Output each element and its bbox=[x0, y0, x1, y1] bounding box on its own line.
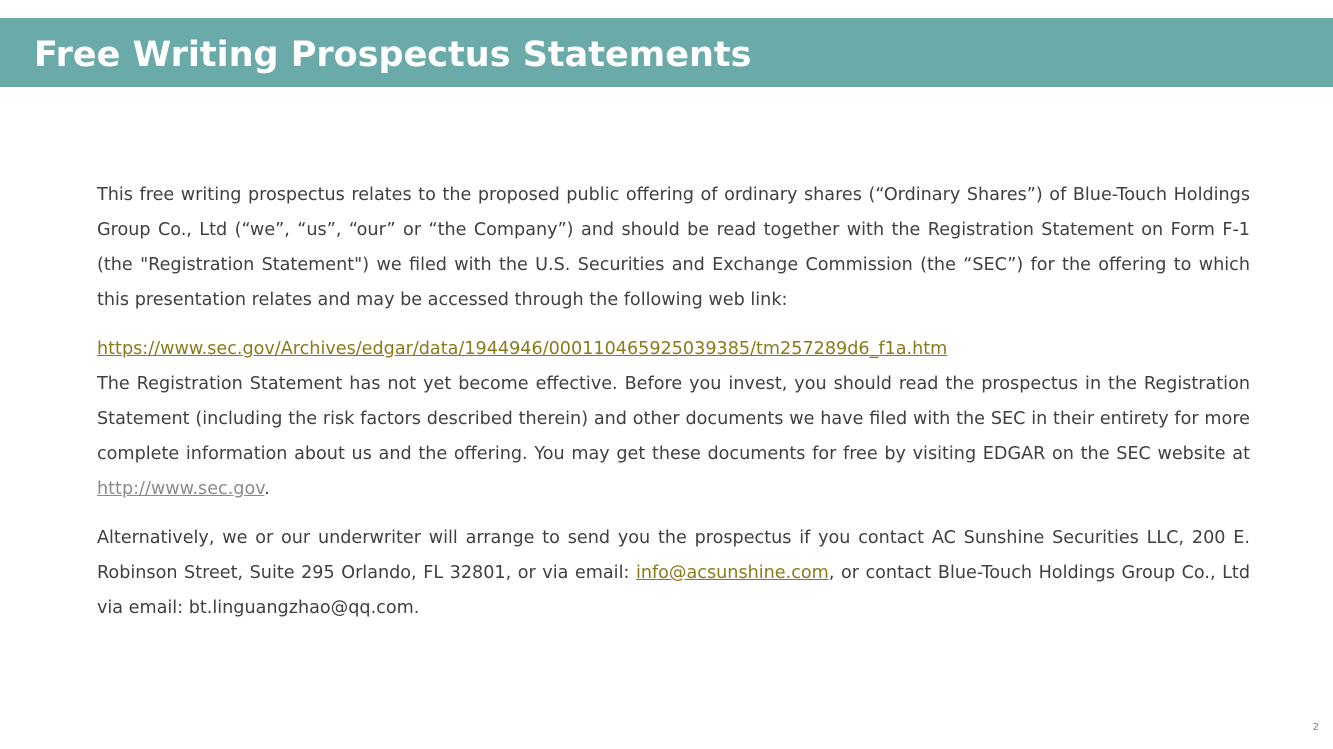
slide-title: Free Writing Prospectus Statements bbox=[34, 35, 752, 75]
page-number: 2 bbox=[1312, 722, 1319, 733]
registration-statement-link[interactable]: https://www.sec.gov/Archives/edgar/data/1944946/000110465925039385/tm257289d6_f1a.htm bbox=[97, 339, 948, 359]
disclaimer-body bbox=[97, 178, 1250, 626]
paragraph-registration-end: . bbox=[264, 479, 270, 499]
sec-website-link[interactable]: http://www.sec.gov bbox=[97, 479, 265, 499]
underwriter-email-link[interactable]: info@acsunshine.com bbox=[635, 563, 829, 583]
paragraph-registration bbox=[97, 367, 1250, 507]
paragraph-contact-text: Alternatively, we or our underwriter will arrange to send you the prospectus if you contact AC Sunshine Securities LLC, 200 E. Robinson Street, Suite 295 Orlando, FL 32801, or via email: bbox=[97, 528, 1250, 583]
paragraph-contact bbox=[97, 521, 1250, 626]
registration-link-line bbox=[97, 332, 1250, 367]
paragraph-contact-end: , or contact Blue-Touch Holdings Group Co., Ltd via email: bt.linguangzhao@qq.com. bbox=[97, 563, 1250, 618]
paragraph-registration-text: The Registration Statement has not yet become effective. Before you invest, you should read the prospectus in the Registration Statement (including the risk factors described therein) and other documents we have filed with the SEC in their entirety for more complete information about us and the offering. You may get these documents for free by visiting EDGAR on the SEC website at bbox=[97, 374, 1250, 464]
paragraph-offering: This free writing prospectus relates to the proposed public offering of ordinary shares (“Ordinary Shares”) of Blue-Touch Holdings Group Co., Ltd (“we”, “us”, “our” or “the Company”) and should be read together with the Registration Statement on Form F-1 (the "Registration Statement") we filed with the U.S. Securities and Exchange Commission (the “SEC”) for the offering to which this presentation relates and may be accessed through the following web link: bbox=[97, 185, 1250, 310]
